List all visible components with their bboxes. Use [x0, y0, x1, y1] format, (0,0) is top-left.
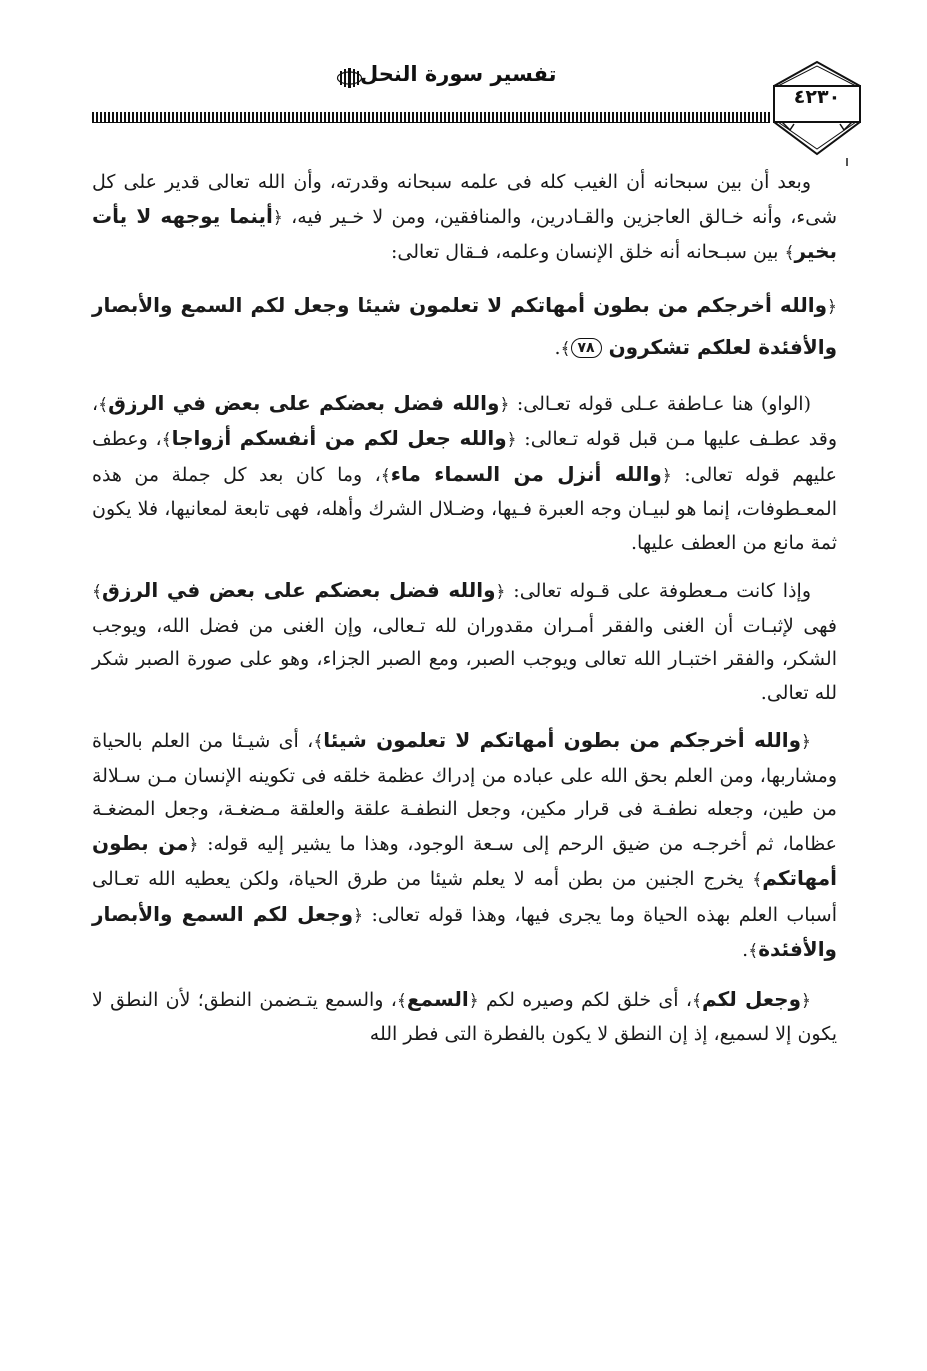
quote-close-ornament: ﴾ — [748, 941, 759, 961]
quran-quote — [397, 987, 479, 1011]
quote-open-ornament: ﴿ — [827, 296, 837, 317]
quote-open-ornament: ﴿ — [272, 207, 283, 228]
quran-quote-text: والله فضل بعضكم على بعض في الرزق — [101, 578, 496, 602]
text-run: فهى لإثبـات أن الغنى والفقر أمـران مقدوران لله تـعالى، وإن الغنى من فضل الله، ويوجب الشكر، والفقر اختبـار الله تعالى ويوجب الصبر، ومع الصبر الجزاء، وهو على صورة الصبر شكر لله تعالى. — [92, 614, 837, 704]
quote-open-ornament: ﴿ — [353, 905, 364, 926]
quote-close-ornament: ﴾ — [784, 243, 795, 263]
quran-quote-text: من بطون أمهاتكم — [92, 830, 837, 890]
quote-close-ornament: ﴾ — [380, 465, 391, 486]
verse-block — [92, 285, 837, 369]
quote-close-ornament: ﴾ — [313, 732, 324, 752]
quran-quote — [92, 578, 506, 602]
quote-close-ornament: ﴾ — [752, 870, 763, 890]
header-title-text: تفسير سورة النحل — [360, 62, 557, 86]
quran-verse — [92, 293, 837, 359]
quran-verse-text: والله أخرجكم من بطون أمهاتكم لا تعلمون شيئا وجعل لكم السمع والأبصار والأفئدة لعلكم تشكرون — [92, 292, 837, 359]
quran-quote-text: والله فضل بعضكم على بعض في الرزق — [108, 390, 500, 415]
quran-quote — [313, 728, 811, 752]
text-run: وإذا كانت مـعطوفة على قـوله تعالى: — [505, 580, 811, 602]
verse-end-mark: . — [554, 336, 561, 359]
quote-open-ornament: ﴿ — [468, 990, 479, 1011]
text-run: ، وما كان بعد كل جملة من هذه المعـطوفات، إنما هو لبيـان وجه العبرة فـيها، وضـلال الشرك وأهله، فهى تابعة لمعانيها، فلا يكون ثمة مانع من العطف عليها. — [92, 463, 837, 554]
quote-open-ornament: ﴿ — [499, 394, 510, 415]
quran-quote — [692, 987, 811, 1011]
text-run: ، وقد عطـف عليها مـن قبل قوله تـعالى: — [92, 392, 837, 450]
quran-quote-text: والله جعل لكم من أنفسكم أزواجا — [171, 426, 507, 450]
text-run: بين سبـحانه أنه خلق الإنسان وعلمه، فـقال تعالى: — [390, 241, 785, 263]
text-run: وبعد أن بين سبحانه أن الغيب كله فى علمه سبحانه وقدرته، وأن الله تعالى قدير على كل شىء، وأنه خـالق العاجزين والقـادرين، والمنافقين، ومن لا خـير فيه، — [92, 171, 838, 228]
paragraph-rizq — [92, 574, 837, 710]
quran-quote-text: والله أنزل من السماء ماء — [390, 461, 662, 486]
quote-close-ornament: ﴾ — [692, 990, 702, 1011]
page-number: ٤٢٣٠ — [793, 86, 841, 108]
quran-quote-text: وجعل لكم السمع والأبصار والأفئدة — [92, 901, 837, 961]
header-rule-line — [92, 122, 770, 123]
text-run: . — [742, 939, 749, 961]
quote-open-ornament: ﴿ — [661, 465, 672, 486]
page-number-badge-icon — [772, 58, 862, 158]
quran-quote-text: والله أخرجكم من بطون أمهاتكم لا تعلمون شيئا — [323, 728, 802, 752]
text-run: يخرج الجنين من بطن أمه لا يعلم شيئا من طرق الحياة، ولكن يعطيه الله تعـالى أسباب العلم بهذه الحياة وما يجرى فيها، وهذا قوله تعالى: — [92, 868, 838, 926]
quote-close-ornament: ﴾ — [396, 990, 407, 1011]
quran-quote — [162, 426, 517, 450]
quote-open-ornament: ﴿ — [801, 732, 812, 752]
paragraph-hearing — [92, 983, 837, 1052]
ayah-number-badge: ٧٨ — [571, 338, 602, 358]
quote-open-ornament: ﴿ — [506, 430, 517, 450]
body-text — [92, 166, 837, 1066]
text-run: (الواو) هنا عـاطفة عـلى قوله تعـالى: — [509, 392, 811, 415]
quote-close-ornament: ﴾ — [92, 582, 102, 602]
text-run: ، وعطف عليهم قوله تعالى: — [92, 428, 837, 486]
quran-quote — [98, 391, 509, 415]
text-run: ، والسمع يتـضمن النطق؛ لأن النطق لا يكون إلا لسميع، إذ إن النطق لا يكون بالفطرة التى فطر الله — [92, 988, 837, 1045]
text-run: ، أى خلق لكم وصيره لكم — [478, 988, 693, 1011]
text-run: ، أى شيـئا من العلم بالحياة ومشاربها، ومن العلم بحق الله على عباده من إدراك عظمة خلقه فى تكوينه الإنسان مـن سـلالة من طين، وجعله نطفـة فى قرار مكين، وجعل النطفـة علقة والعلقة مـضغـة، وجعل المضغـة عظاما، ثم أخرجـه من ضيق الرحم إلى سـعة الوجود، وهذا ما يشير إليه قوله: — [92, 730, 837, 855]
running-header-title — [360, 62, 720, 86]
quran-quote-text: السمع — [406, 986, 469, 1011]
quran-quote — [381, 462, 672, 486]
header-dotted-rule — [92, 112, 770, 122]
quote-close-ornament: ﴾ — [98, 394, 109, 415]
quote-close-ornament: ﴾ — [161, 430, 172, 450]
quote-close-ornament: ﴾ — [560, 338, 571, 359]
quran-quote-text: أينما يوجهه لا يأت بخير — [92, 203, 837, 263]
paragraph-creation — [92, 724, 837, 969]
quote-open-ornament: ﴿ — [801, 990, 811, 1011]
quran-quote-text: وجعل لكم — [701, 986, 802, 1011]
margin-tick-mark — [846, 158, 848, 166]
quote-open-ornament: ﴿ — [495, 582, 506, 602]
quote-open-ornament: ﴿ — [188, 834, 199, 855]
paragraph-intro — [92, 166, 837, 271]
paragraph-waw — [92, 387, 837, 561]
